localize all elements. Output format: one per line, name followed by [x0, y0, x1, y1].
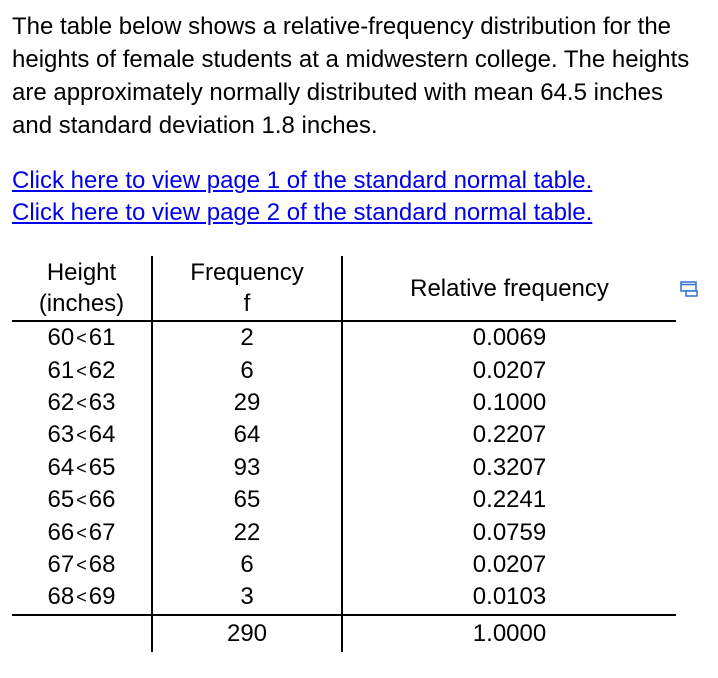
frequency-header — [152, 256, 342, 321]
height-range-cell — [12, 549, 152, 581]
height-high: 68 — [88, 550, 116, 578]
height-low: 63 — [47, 421, 75, 449]
height-range-cell — [12, 452, 152, 484]
normal-table-page2-link[interactable]: Click here to view page 2 of the standard normal table. — [12, 199, 593, 226]
total-frequency: 290 — [152, 615, 342, 652]
standard-normal-links — [12, 165, 592, 229]
frequency-header-line1: Frequency — [190, 259, 304, 286]
totals-row — [12, 615, 676, 652]
copy-table-icon[interactable] — [680, 281, 698, 297]
table-row — [12, 452, 676, 484]
table-row — [12, 484, 676, 516]
height-high: 66 — [88, 486, 116, 514]
frequency-cell: 29 — [152, 387, 342, 419]
less-than-separator: < — [76, 522, 87, 543]
height-header-line1: Height — [46, 259, 117, 286]
table-row — [12, 419, 676, 451]
less-than-separator: < — [76, 328, 87, 349]
relative-frequency-cell: 0.2241 — [472, 486, 547, 514]
height-header-line2: (inches) — [38, 290, 125, 317]
normal-table-page1-link[interactable]: Click here to view page 1 of the standard normal table. — [12, 167, 593, 194]
height-high: 61 — [88, 324, 116, 352]
table-header-row — [12, 256, 676, 321]
frequency-cell: 3 — [152, 581, 342, 614]
less-than-separator: < — [76, 554, 87, 575]
frequency-cell: 64 — [152, 419, 342, 451]
height-range-cell — [12, 516, 152, 548]
table-row — [12, 549, 676, 581]
table-row — [12, 516, 676, 548]
height-range-cell — [12, 419, 152, 451]
height-range-cell — [12, 354, 152, 386]
relative-frequency-cell: 0.3207 — [472, 453, 547, 481]
height-header — [12, 256, 152, 321]
height-high: 69 — [88, 583, 116, 611]
height-low: 68 — [47, 583, 75, 611]
intro-paragraph: The table below shows a relative-frequency distribution for the heights of female students at a midwestern college. The heights are approximately normally distributed with mean 64.5 inches and standard deviation 1.8 inches. — [12, 13, 690, 139]
less-than-separator: < — [76, 360, 87, 381]
less-than-separator: < — [76, 457, 87, 478]
frequency-cell: 2 — [152, 321, 342, 354]
relative-frequency-cell: 0.0207 — [472, 356, 547, 384]
height-low: 61 — [47, 356, 75, 384]
table-row — [12, 581, 676, 614]
frequency-header-line2: f — [243, 290, 251, 317]
relative-frequency-cell: 0.1000 — [472, 388, 547, 416]
height-low: 65 — [47, 486, 75, 514]
height-high: 63 — [88, 388, 116, 416]
height-range-cell — [12, 387, 152, 419]
relative-frequency-table — [12, 256, 676, 652]
height-low: 62 — [47, 388, 75, 416]
height-high: 64 — [88, 421, 116, 449]
frequency-cell: 93 — [152, 452, 342, 484]
table-row — [12, 354, 676, 386]
relative-frequency-cell: 0.0207 — [472, 550, 547, 578]
height-low: 67 — [47, 550, 75, 578]
relative-frequency-cell: 0.0103 — [342, 581, 676, 614]
relative-frequency-cell: 0.0069 — [472, 324, 547, 352]
height-high: 67 — [88, 518, 116, 546]
less-than-separator: < — [76, 425, 87, 446]
less-than-separator: < — [76, 392, 87, 413]
frequency-cell: 6 — [152, 549, 342, 581]
height-range-cell — [12, 321, 152, 354]
table-row — [12, 321, 676, 354]
height-high: 65 — [88, 453, 116, 481]
less-than-separator: < — [76, 490, 87, 511]
height-low: 64 — [47, 453, 75, 481]
relative-frequency-cell: 0.0759 — [472, 518, 547, 546]
frequency-cell: 22 — [152, 516, 342, 548]
table-row — [12, 387, 676, 419]
frequency-cell: 65 — [152, 484, 342, 516]
relative-frequency-header: Relative frequency — [342, 256, 676, 321]
frequency-cell: 6 — [152, 354, 342, 386]
table-body — [12, 321, 676, 615]
height-low: 60 — [47, 324, 75, 352]
relative-frequency-cell: 0.2207 — [472, 421, 547, 449]
height-high: 62 — [88, 356, 116, 384]
total-relative-frequency: 1.0000 — [472, 619, 547, 647]
less-than-separator: < — [76, 587, 87, 608]
height-low: 66 — [47, 518, 75, 546]
height-range-cell — [12, 581, 152, 614]
height-range-cell — [12, 484, 152, 516]
totals-blank-cell — [12, 615, 152, 652]
